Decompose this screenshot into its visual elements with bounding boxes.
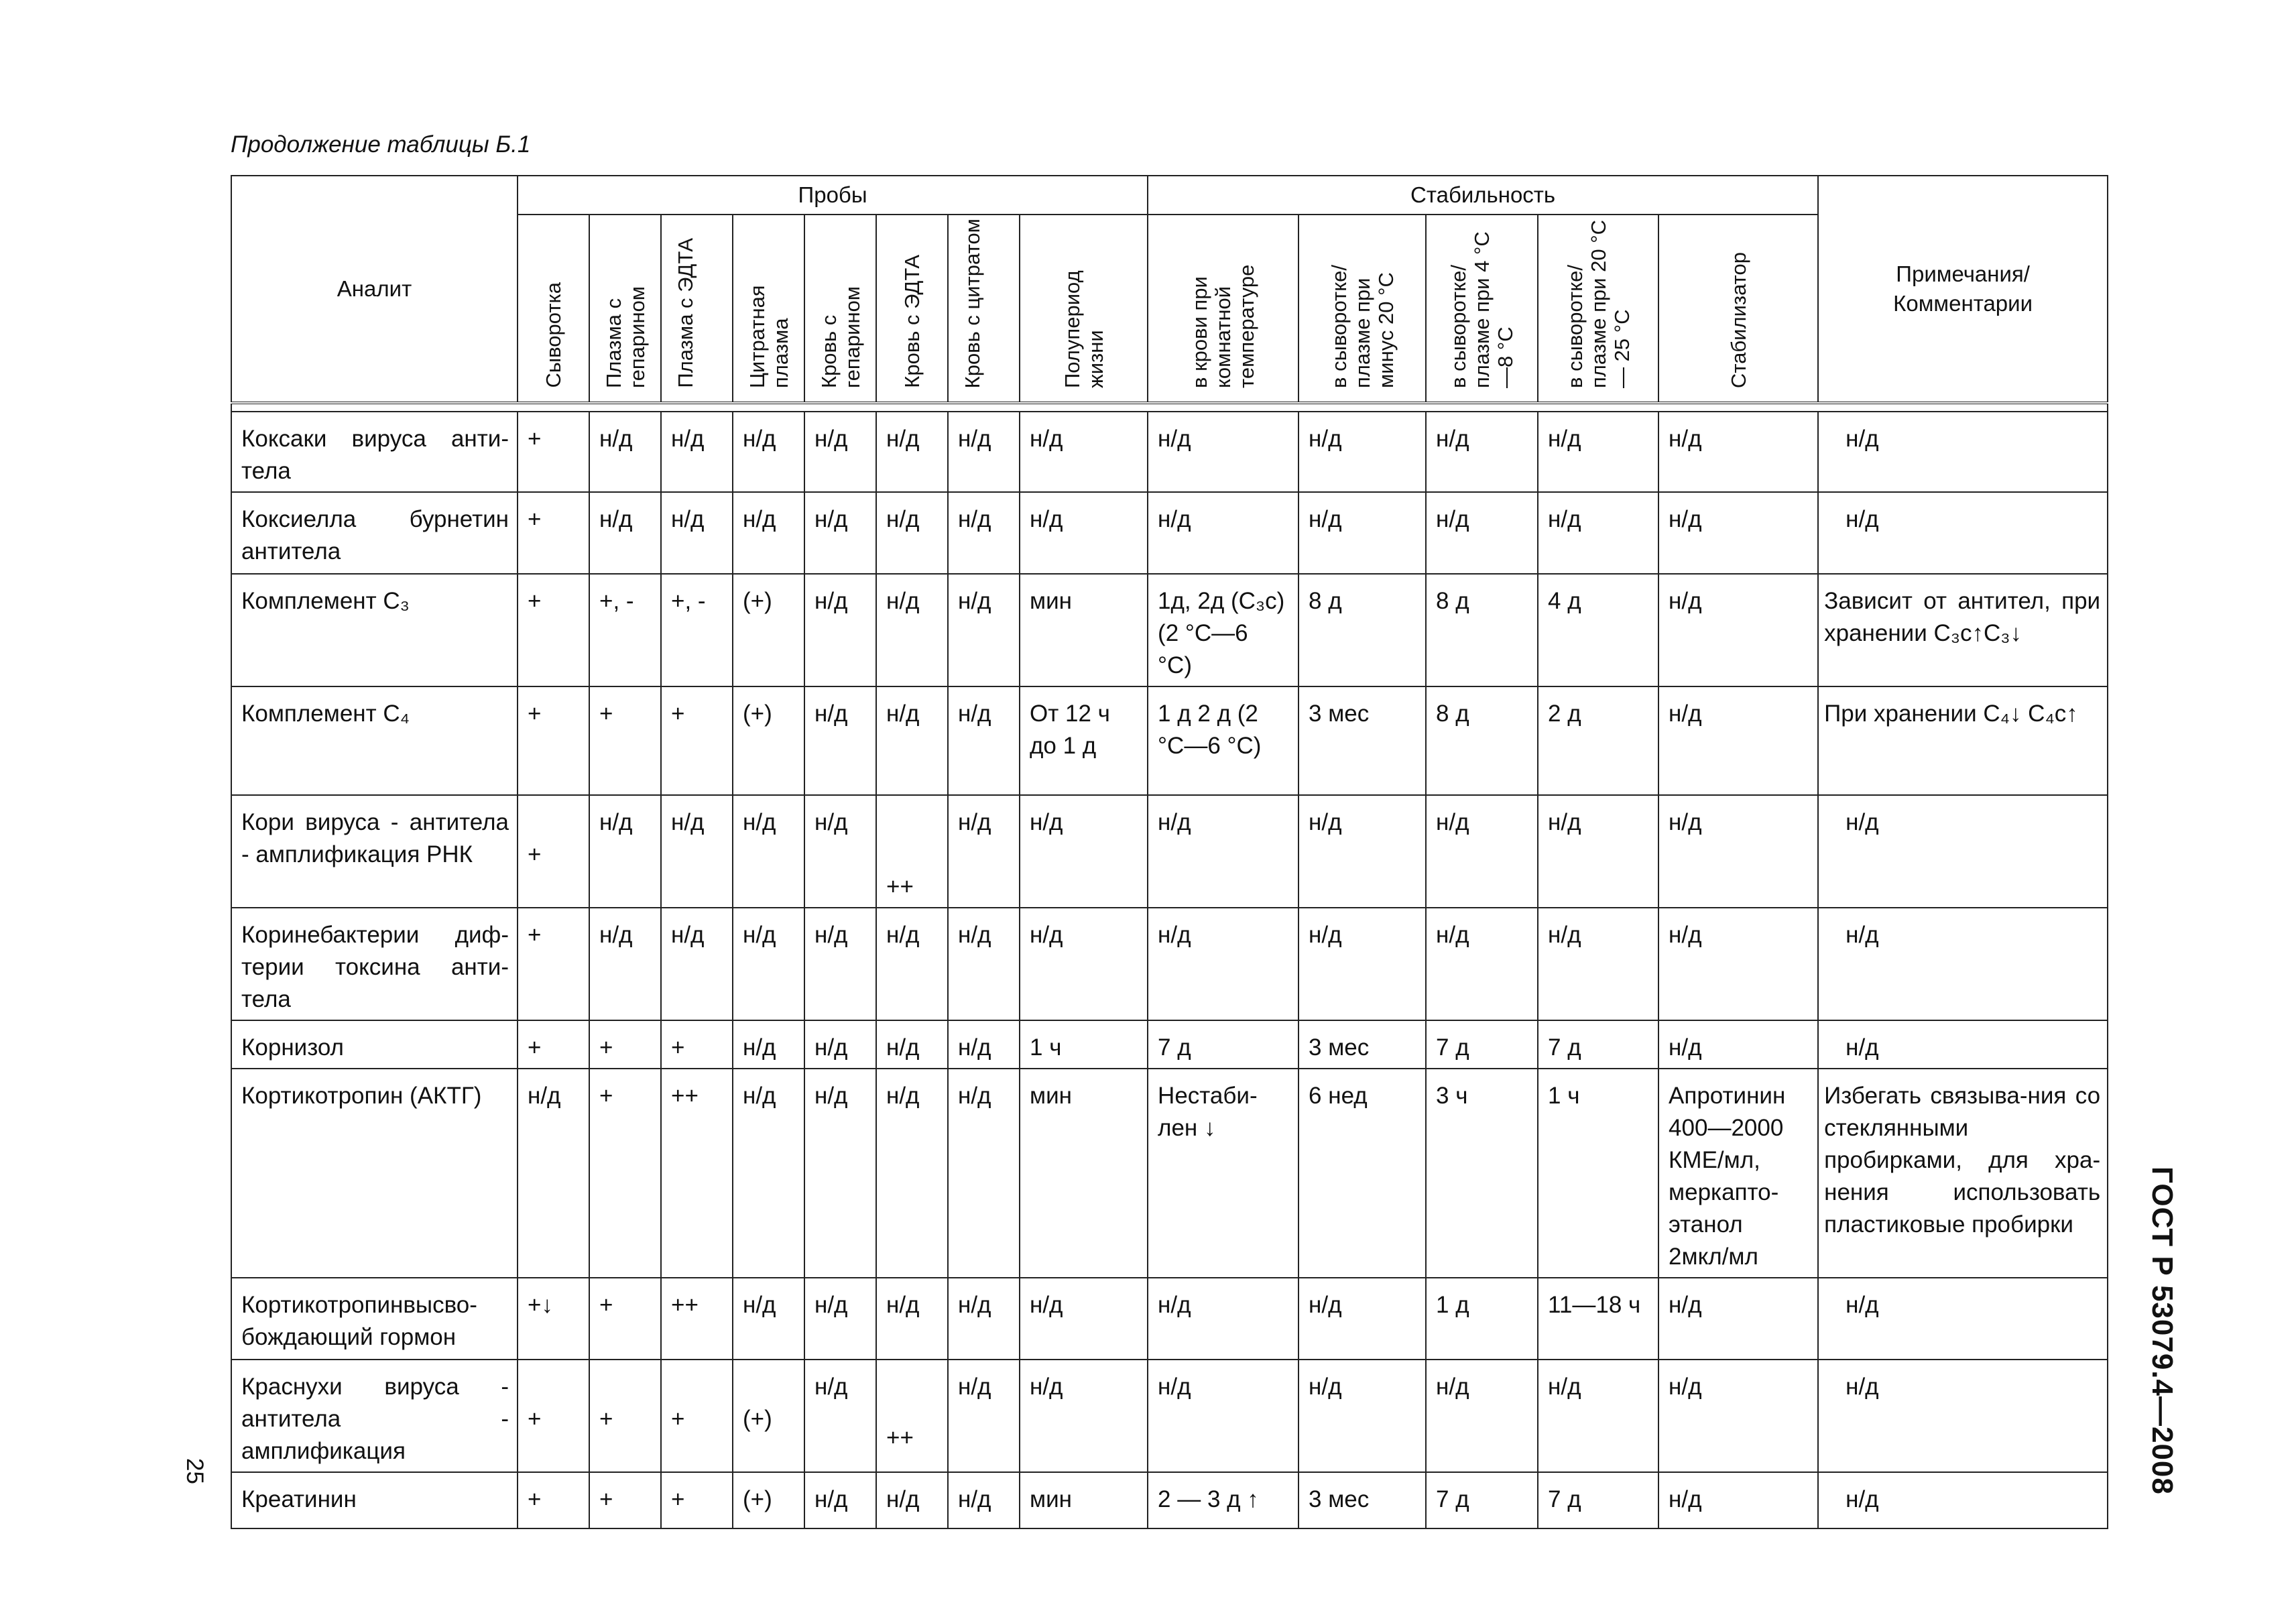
analyte-name-cell: Кортикотропин (АКТГ)	[231, 1069, 518, 1278]
value-cell: +↓	[518, 1278, 589, 1360]
header-stability: Стабильность	[1148, 176, 1818, 215]
value-cell: н/д	[804, 1472, 876, 1528]
value-cell: н/д	[1426, 795, 1538, 908]
value-cell: н/д	[1658, 492, 1818, 574]
header-col	[1020, 215, 1148, 403]
value-cell: н/д	[876, 1278, 948, 1360]
header-col-label: в крови при комнатной температуре	[1188, 264, 1259, 388]
header-col	[661, 215, 733, 403]
header-col-label: в сыворотке/ плазме при 4 °С—8 °С	[1447, 231, 1518, 388]
table-row	[231, 908, 2108, 1020]
value-cell: мин	[1020, 1472, 1148, 1528]
value-cell: н/д	[948, 492, 1020, 574]
value-cell: +	[589, 1360, 661, 1472]
value-cell: +	[661, 686, 733, 795]
value-cell: н/д	[733, 412, 804, 492]
value-cell: н/д	[1538, 1360, 1658, 1472]
value-cell: н/д	[876, 1472, 948, 1528]
value-cell: н/д	[1658, 574, 1818, 686]
value-cell: +	[518, 1472, 589, 1528]
header-col	[518, 215, 589, 403]
value-cell: н/д	[589, 492, 661, 574]
value-cell: +	[661, 1020, 733, 1069]
analyte-name-cell: Кортикотропинвысво-бождающий гормон	[231, 1278, 518, 1360]
value-cell: н/д	[661, 795, 733, 908]
value-cell: мин	[1020, 1069, 1148, 1278]
notes-cell: н/д	[1818, 795, 2108, 908]
value-cell: 2 — 3 д ↑	[1148, 1472, 1298, 1528]
value-cell: 1 д	[1426, 1278, 1538, 1360]
header-col	[1538, 215, 1658, 403]
notes-cell: н/д	[1818, 908, 2108, 1020]
value-cell: н/д	[876, 1069, 948, 1278]
table-row	[231, 1278, 2108, 1360]
header-samples: Пробы	[518, 176, 1148, 215]
value-cell: н/д	[1020, 1360, 1148, 1472]
table-row	[231, 1472, 2108, 1528]
value-cell: н/д	[876, 574, 948, 686]
value-cell: 11—18 ч	[1538, 1278, 1658, 1360]
page-number: 25	[182, 1458, 208, 1484]
value-cell: От 12 ч до 1 д	[1020, 686, 1148, 795]
table-caption: Продолжение таблицы Б.1	[231, 131, 531, 158]
value-cell: н/д	[1020, 1278, 1148, 1360]
value-cell: н/д	[1020, 908, 1148, 1020]
header-col-label: в сыворотке/ плазме при 20 °С — 25 °С	[1563, 220, 1634, 388]
analyte-name-cell: Коксаки вируса анти-тела	[231, 412, 518, 492]
value-cell: 7 д	[1426, 1020, 1538, 1069]
header-col-label: Цитратная плазма	[745, 285, 792, 388]
table-row	[231, 1069, 2108, 1278]
value-cell: н/д	[1426, 412, 1538, 492]
value-cell: н/д	[1538, 795, 1658, 908]
value-cell: мин	[1020, 574, 1148, 686]
value-cell: 1 д 2 д (2 °С—6 °С)	[1148, 686, 1298, 795]
table-row	[231, 795, 2108, 908]
table-row	[231, 492, 2108, 574]
value-cell: н/д	[1298, 1360, 1426, 1472]
header-col	[1148, 215, 1298, 403]
header-col-label: Кровь с ЭДТА	[900, 255, 924, 388]
value-cell: 8 д	[1426, 686, 1538, 795]
notes-cell: н/д	[1818, 492, 2108, 574]
header-col	[733, 215, 804, 403]
value-cell: н/д	[804, 908, 876, 1020]
value-cell: н/д	[733, 492, 804, 574]
value-cell: 1 ч	[1538, 1069, 1658, 1278]
value-cell: н/д	[1298, 1278, 1426, 1360]
value-cell: н/д	[1658, 412, 1818, 492]
value-cell: +	[518, 908, 589, 1020]
analyte-name-cell: Краснухи вируса - антитела - амплификация	[231, 1360, 518, 1472]
value-cell: н/д	[948, 412, 1020, 492]
value-cell: 3 ч	[1426, 1069, 1538, 1278]
table-container	[231, 175, 2103, 1512]
value-cell: н/д	[948, 908, 1020, 1020]
value-cell: +	[589, 1020, 661, 1069]
value-cell: 7 д	[1538, 1020, 1658, 1069]
value-cell: н/д	[733, 795, 804, 908]
value-cell: 3 мес	[1298, 686, 1426, 795]
analyte-name-cell: Корнизол	[231, 1020, 518, 1069]
value-cell: ++	[876, 1360, 948, 1472]
value-cell: н/д	[1148, 1360, 1298, 1472]
header-col-label: Сыворотка	[542, 282, 565, 388]
header-col	[1426, 215, 1538, 403]
value-cell: н/д	[1298, 795, 1426, 908]
value-cell: (+)	[733, 574, 804, 686]
table-row	[231, 574, 2108, 686]
value-cell: н/д	[1538, 412, 1658, 492]
value-cell: н/д	[1148, 1278, 1298, 1360]
value-cell: н/д	[948, 574, 1020, 686]
value-cell: (+)	[733, 1360, 804, 1472]
value-cell: 3 мес	[1298, 1472, 1426, 1528]
value-cell: н/д	[948, 1472, 1020, 1528]
value-cell: н/д	[876, 492, 948, 574]
value-cell: н/д	[1298, 492, 1426, 574]
table-row	[231, 686, 2108, 795]
value-cell: +	[589, 1472, 661, 1528]
value-cell: н/д	[948, 1020, 1020, 1069]
notes-cell: При хранении С₄↓ С₄с↑	[1818, 686, 2108, 795]
value-cell: н/д	[733, 1278, 804, 1360]
value-cell: н/д	[1658, 795, 1818, 908]
value-cell: 8 д	[1426, 574, 1538, 686]
value-cell: +	[589, 1069, 661, 1278]
analyte-name-cell: Коринебактерии диф-терии токсина анти-тела	[231, 908, 518, 1020]
header-col	[1658, 215, 1818, 403]
analyte-name-cell: Комплемент С₃	[231, 574, 518, 686]
value-cell: +, -	[589, 574, 661, 686]
value-cell: +	[661, 1472, 733, 1528]
header-col	[589, 215, 661, 403]
value-cell: н/д	[948, 795, 1020, 908]
table-body	[231, 403, 2108, 1528]
value-cell: н/д	[804, 1069, 876, 1278]
value-cell: н/д	[589, 412, 661, 492]
value-cell: н/д	[1658, 1278, 1818, 1360]
value-cell: 4 д	[1538, 574, 1658, 686]
analyte-name-cell: Коксиелла бурнетин антитела	[231, 492, 518, 574]
value-cell: н/д	[661, 492, 733, 574]
value-cell: н/д	[804, 492, 876, 574]
value-cell: н/д	[589, 908, 661, 1020]
value-cell: н/д	[948, 1360, 1020, 1472]
value-cell: н/д	[804, 412, 876, 492]
analyte-name-cell: Комплемент С₄	[231, 686, 518, 795]
value-cell: н/д	[1020, 492, 1148, 574]
value-cell: н/д	[589, 795, 661, 908]
value-cell: н/д	[1426, 492, 1538, 574]
value-cell: 1 ч	[1020, 1020, 1148, 1069]
value-cell: +	[518, 412, 589, 492]
value-cell: +	[661, 1360, 733, 1472]
value-cell: н/д	[518, 1069, 589, 1278]
value-cell: н/д	[948, 686, 1020, 795]
header-col-label: Кровь с гепарином	[817, 286, 864, 388]
value-cell: н/д	[733, 1069, 804, 1278]
table-row	[231, 412, 2108, 492]
value-cell: н/д	[661, 908, 733, 1020]
value-cell: н/д	[1426, 908, 1538, 1020]
value-cell: +	[518, 1020, 589, 1069]
header-col-label: Кровь с цитратом	[960, 218, 984, 388]
value-cell: н/д	[1298, 908, 1426, 1020]
value-cell: н/д	[1148, 492, 1298, 574]
value-cell: н/д	[1658, 1360, 1818, 1472]
value-cell: Нестаби-лен ↓	[1148, 1069, 1298, 1278]
header-col-label: Стабилизатор	[1726, 251, 1750, 388]
analyte-table	[231, 175, 2108, 1529]
value-cell: н/д	[1148, 412, 1298, 492]
value-cell: (+)	[733, 686, 804, 795]
notes-cell: н/д	[1818, 412, 2108, 492]
document-code: ГОСТ Р 53079.4—2008	[2146, 1166, 2179, 1495]
value-cell: (+)	[733, 1472, 804, 1528]
header-separator	[231, 403, 2108, 412]
header-notes: Примечания/ Комментарии	[1818, 176, 2108, 403]
value-cell: н/д	[804, 686, 876, 795]
value-cell: +	[589, 1278, 661, 1360]
header-col	[948, 215, 1020, 403]
value-cell: н/д	[1426, 1360, 1538, 1472]
notes-cell: н/д	[1818, 1278, 2108, 1360]
value-cell: н/д	[1658, 908, 1818, 1020]
header-col-label: в сыворотке/ плазме при минус 20 °С	[1327, 265, 1398, 388]
value-cell: 7 д	[1538, 1472, 1658, 1528]
value-cell: 7 д	[1426, 1472, 1538, 1528]
header-col-label: Полупериод жизни	[1060, 270, 1107, 388]
value-cell: н/д	[1148, 795, 1298, 908]
value-cell: 8 д	[1298, 574, 1426, 686]
value-cell: н/д	[804, 1360, 876, 1472]
value-cell: н/д	[1020, 795, 1148, 908]
value-cell: +	[518, 795, 589, 908]
value-cell: н/д	[804, 1278, 876, 1360]
value-cell: н/д	[948, 1278, 1020, 1360]
value-cell: ++	[876, 795, 948, 908]
header-analyte: Аналит	[231, 176, 518, 403]
value-cell: +	[518, 492, 589, 574]
analyte-name-cell: Креатинин	[231, 1472, 518, 1528]
value-cell: 7 д	[1148, 1020, 1298, 1069]
value-cell: н/д	[733, 1020, 804, 1069]
value-cell: н/д	[1538, 908, 1658, 1020]
notes-cell: Зависит от антител, при хранении С₃с↑С₃↓	[1818, 574, 2108, 686]
value-cell: н/д	[948, 1069, 1020, 1278]
header-col	[1298, 215, 1426, 403]
notes-cell: н/д	[1818, 1472, 2108, 1528]
value-cell: н/д	[661, 412, 733, 492]
value-cell: 1д, 2д (С₃с) (2 °С—6 °С)	[1148, 574, 1298, 686]
value-cell: н/д	[804, 574, 876, 686]
value-cell: н/д	[876, 908, 948, 1020]
value-cell: н/д	[876, 412, 948, 492]
value-cell: 2 д	[1538, 686, 1658, 795]
value-cell: н/д	[876, 686, 948, 795]
value-cell: Апротинин 400—2000 КМЕ/мл, меркапто-этанол 2мкл/мл	[1658, 1069, 1818, 1278]
value-cell: н/д	[1658, 686, 1818, 795]
analyte-name-cell: Кори вируса - антитела - амплификация РНК	[231, 795, 518, 908]
value-cell: н/д	[804, 1020, 876, 1069]
table-row	[231, 1020, 2108, 1069]
value-cell: н/д	[804, 795, 876, 908]
value-cell: н/д	[1298, 412, 1426, 492]
value-cell: ++	[661, 1069, 733, 1278]
value-cell: ++	[661, 1278, 733, 1360]
table-row	[231, 1360, 2108, 1472]
value-cell: н/д	[1020, 412, 1148, 492]
value-cell: +, -	[661, 574, 733, 686]
header-col	[804, 215, 876, 403]
value-cell: +	[518, 574, 589, 686]
value-cell: н/д	[733, 908, 804, 1020]
value-cell: н/д	[876, 1020, 948, 1069]
value-cell: н/д	[1658, 1472, 1818, 1528]
value-cell: 6 нед	[1298, 1069, 1426, 1278]
notes-cell: н/д	[1818, 1020, 2108, 1069]
header-col	[876, 215, 948, 403]
header-col-label: Плазма с ЭДТА	[673, 238, 697, 388]
value-cell: н/д	[1658, 1020, 1818, 1069]
value-cell: +	[518, 1360, 589, 1472]
notes-cell: н/д	[1818, 1360, 2108, 1472]
value-cell: +	[518, 686, 589, 795]
value-cell: +	[589, 686, 661, 795]
value-cell: н/д	[1148, 908, 1298, 1020]
value-cell: н/д	[1538, 492, 1658, 574]
header-col-label: Плазма с гепарином	[601, 286, 649, 388]
notes-cell: Избегать связыва-ния со стеклянными пробирками, для хра-нения использовать пластиковые пробирки	[1818, 1069, 2108, 1278]
value-cell: 3 мес	[1298, 1020, 1426, 1069]
